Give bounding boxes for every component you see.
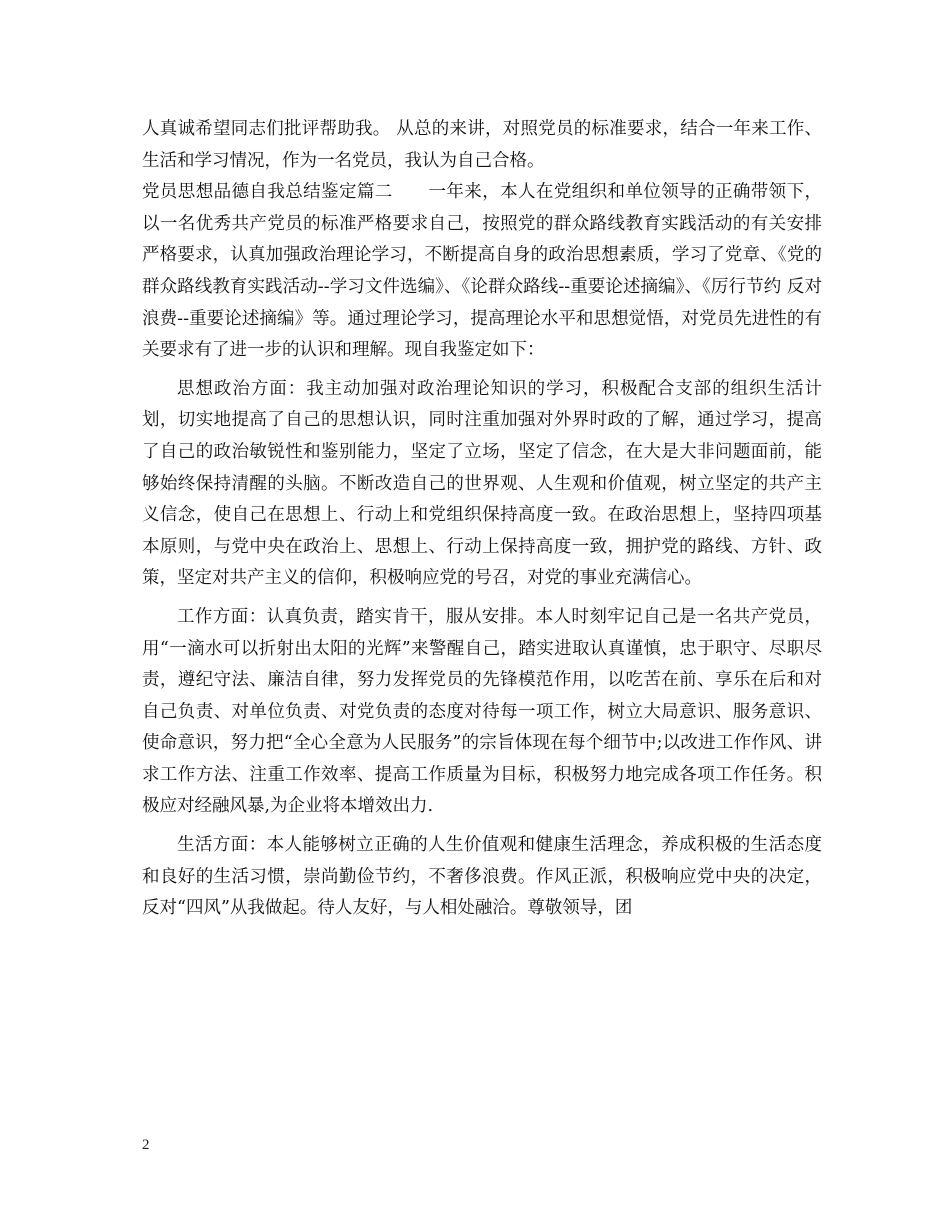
page-number: 2 (142, 1137, 150, 1153)
paragraph-political-thought: 思想政治方面：我主动加强对政治理论知识的学习，积极配合支部的组织生活计划，切实地提高了自己的思想认识，同时注重加强对外界时政的了解，通过学习，提高了自己的政治敏锐性和鉴别能力，坚定了立场，坚定了信念，在大是大非问题面前，能够始终保持清醒的头脑。不断改造自己的世界观、人生观和价值观，树立坚定的共产主义信念，使自己在思想上、行动上和党组织保持高度一致。在政治思想上，坚持四项基本原则，与党中央在政治上、思想上、行动上保持高度一致，拥护党的路线、方针、政策，坚定对共产主义的信仰，积极响应党的号召，对党的事业充满信心。 (142, 378, 822, 589)
paragraph-section-two-intro: 党员思想品德自我总结鉴定篇二 一年来，本人在党组织和单位领导的正确带领下，以一名优秀共产党员的标准严格要求自己，按照党的群众路线教育实践活动的有关安排严格要求，认真加强政治理论学习，不断提高自身的政治思想素质，学习了党章、《党的群众路线教育实践活动--学习文件选编》、《论群众路线--重要论述摘编》、《厉行节约 反对浪费--重要论述摘编》等。通过理论学习，提高理论水平和思想觉悟，对党员先进性的有关要求有了进一步的认识和理解。现自我鉴定如下： (142, 182, 822, 361)
document-body (142, 114, 822, 925)
paragraph-life: 生活方面：本人能够树立正确的人生价值观和健康生活理念，养成积极的生活态度和良好的生活习惯，崇尚勤俭节约，不奢侈浪费。作风正派，积极响应党中央的决定，反对“四风”从我做起。待人友好，与人相处融洽。尊敬领导，团 (142, 835, 822, 919)
paragraph-continuation: 人真诚希望同志们批评帮助我。 从总的来讲，对照党员的标准要求，结合一年来工作、生活和学习情况，作为一名党员，我认为自己合格。 (142, 119, 822, 171)
paragraph-work: 工作方面：认真负责，踏实肯干，服从安排。本人时刻牢记自己是一名共产党员，用“一滴水可以折射出太阳的光辉”来警醒自己，踏实进取认真谨慎，忠于职守、尽职尽责，遵纪守法、廉洁自律，努力发挥党员的先锋模范作用，以吃苦在前、享乐在后和对自己负责、对单位负责、对党负责的态度对待每一项工作，树立大局意识、服务意识、使命意识，努力把“全心全意为人民服务”的宗旨体现在每个细节中;以改进工作作风、讲求工作方法、注重工作效率、提高工作质量为目标，积极努力地完成各项工作任务。积极应对经融风暴,为企业将本增效出力. (142, 606, 822, 817)
